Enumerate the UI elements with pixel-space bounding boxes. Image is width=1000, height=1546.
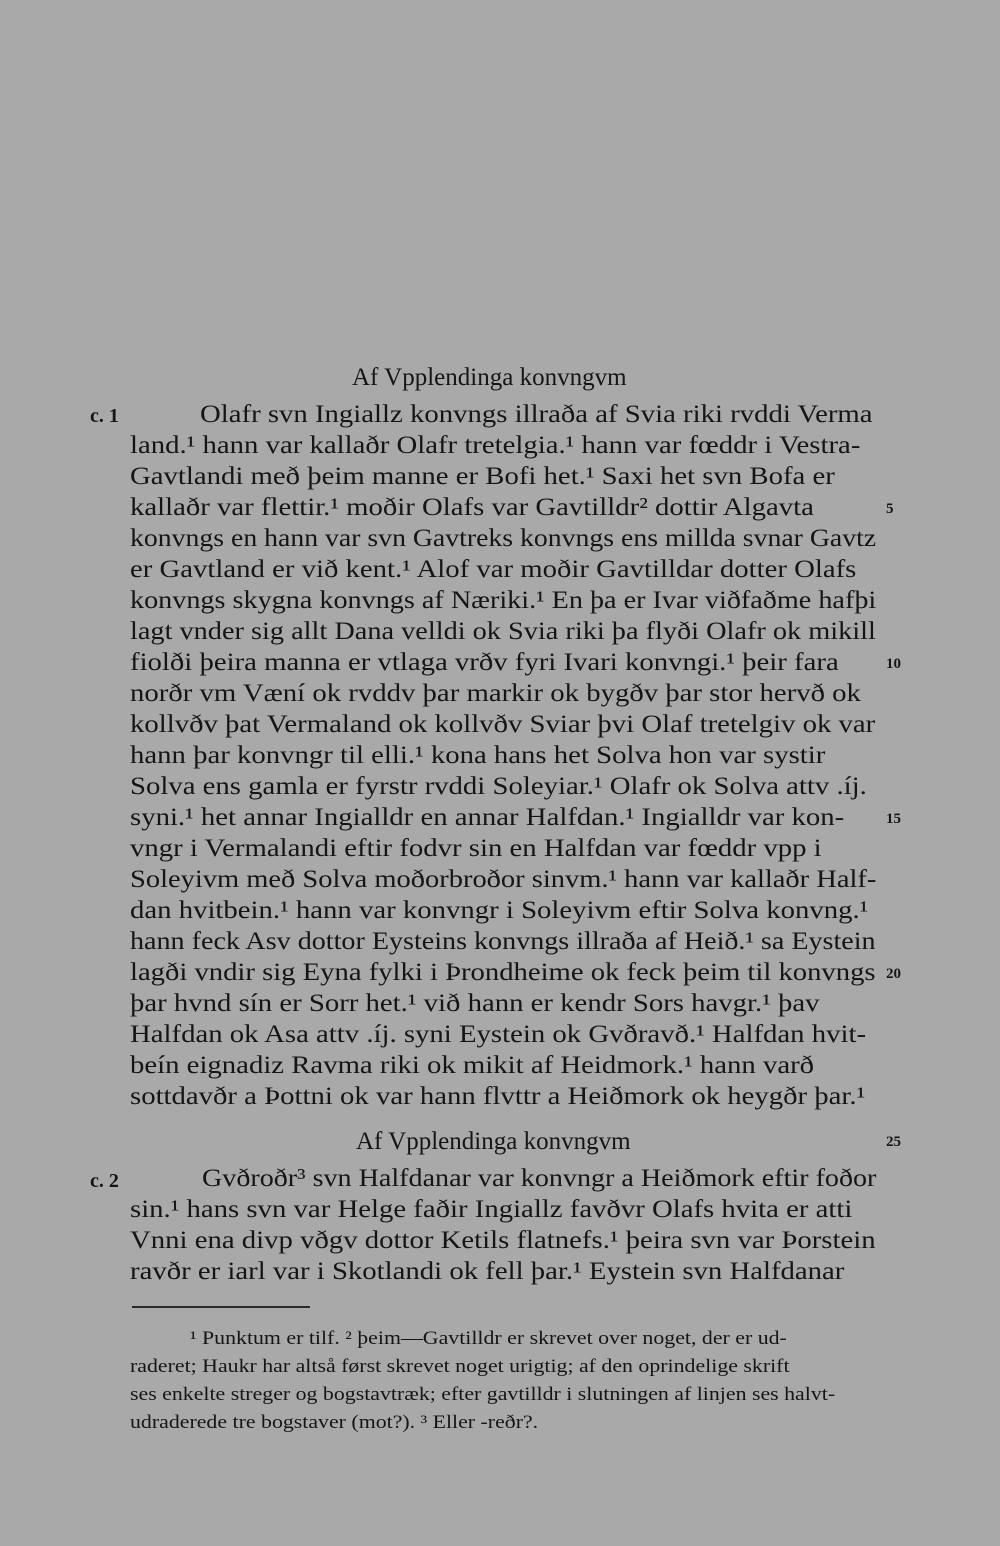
text-line: sin.¹ hans svn var Helge faðir Ingiallz favðvr Olafs hvita er atti: [130, 1196, 853, 1223]
line-number: 25: [886, 1134, 901, 1150]
text-line: lagði vndir sig Eyna fylki i Þrondheime ok feck þeim til konvngs: [130, 959, 876, 986]
text-line: ravðr er iarl var i Skotlandi ok fell þar.¹ Eystein svn Halfdanar: [130, 1258, 845, 1285]
line-number: 20: [886, 966, 901, 982]
section-heading: Af Vpplendinga konvngvm: [352, 364, 627, 391]
text-line: hann feck Asv dottor Eysteins konvngs illraða af Heið.¹ sa Eystein: [130, 928, 876, 955]
text-line: hann þar konvngr til elli.¹ kona hans het Solva hon var systir: [130, 742, 826, 769]
text-line: Vnni ena divp vðgv dottor Ketils flatnefs.¹ þeira svn var Þorstein: [130, 1227, 876, 1254]
text-line: kallaðr var flettir.¹ moðir Olafs var Gavtilldr² dottir Algavta: [130, 494, 814, 521]
text-line: vngr i Vermalandi eftir fodvr sin en Halfdan var fœddr vpp i: [130, 835, 822, 862]
text-line: Gavtlandi með þeim manne er Bofi het.¹ Saxi het svn Bofa er: [130, 463, 835, 490]
chapter-marker: c. 2: [90, 1170, 119, 1192]
text-line: Halfdan ok Asa attv .íj. syni Eystein ok Gvðravð.¹ Halfdan hvit-: [130, 1021, 867, 1048]
text-line: sottdavðr a Þottni ok var hann flvttr a Heiðmork ok heygðr þar.¹: [130, 1083, 866, 1110]
footnote-line: udraderede tre bogstaver (mot?). ³ Eller -reðr?.: [130, 1412, 539, 1433]
chapter-marker: c. 1: [90, 405, 119, 427]
text-line: Soleyivm með Solva moðorbroðor sinvm.¹ hann var kallaðr Half-: [130, 866, 877, 893]
text-line: lagt vnder sig allt Dana velldi ok Svia riki þa flyði Olafr ok mikill: [130, 618, 876, 645]
text-line: konvngs en hann var svn Gavtreks konvngs ens millda svnar Gavtz: [130, 525, 877, 552]
text-line: dan hvitbein.¹ hann var konvngr i Soleyivm eftir Solva konvng.¹: [130, 897, 869, 924]
text-line: þar hvnd sín er Sorr het.¹ við hann er kendr Sors havgr.¹ þav: [130, 990, 820, 1017]
line-number: 5: [886, 501, 894, 517]
text-line: Olafr svn Ingiallz konvngs illraða af Svia riki rvddi Verma: [200, 401, 873, 428]
text-line: er Gavtland er við kent.¹ Alof var moðir Gavtilldar dotter Olafs: [130, 556, 857, 583]
footnote-line: ¹ Punktum er tilf. ² þeim—Gavtilldr er skrevet over noget, der er ud-: [190, 1328, 787, 1349]
text-line: norðr vm Væní ok rvddv þar markir ok bygðv þar stor hervð ok: [130, 680, 861, 707]
text-line: land.¹ hann var kallaðr Olafr tretelgia.¹ hann var fœddr i Vestra-: [130, 432, 861, 459]
text-line: konvngs skygna konvngs af Næriki.¹ En þa er Ivar viðfaðme hafþi: [130, 587, 877, 614]
text-line: fiolði þeira manna er vtlaga vrðv fyri Ivari konvngi.¹ þeir fara: [130, 649, 839, 676]
line-number: 15: [886, 811, 901, 827]
text-line: beín eignadiz Ravma riki ok mikit af Heidmork.¹ hann varð: [130, 1052, 815, 1079]
footnote-rule: [132, 1306, 310, 1308]
footnote-line: ses enkelte streger og bogstavtræk; efter gavtilldr i slutningen af linjen ses halvt-: [130, 1384, 836, 1405]
text-line: syni.¹ het annar Ingialldr en annar Halfdan.¹ Ingialldr var kon-: [130, 804, 845, 831]
text-line: Solva ens gamla er fyrstr rvddi Soleyiar.¹ Olafr ok Solva attv .íj.: [130, 773, 867, 800]
text-line: Gvðroðr³ svn Halfdanar var konvngr a Heiðmork eftir foðor: [202, 1165, 877, 1192]
section-heading: Af Vpplendinga konvngvm: [356, 1128, 631, 1155]
footnote-line: raderet; Haukr har altså først skrevet noget urigtig; af den oprindelige skrift: [130, 1356, 790, 1377]
line-number: 10: [886, 656, 901, 672]
text-line: kollvðv þat Vermaland ok kollvðv Sviar þvi Olaf tretelgiv ok var: [130, 711, 876, 738]
